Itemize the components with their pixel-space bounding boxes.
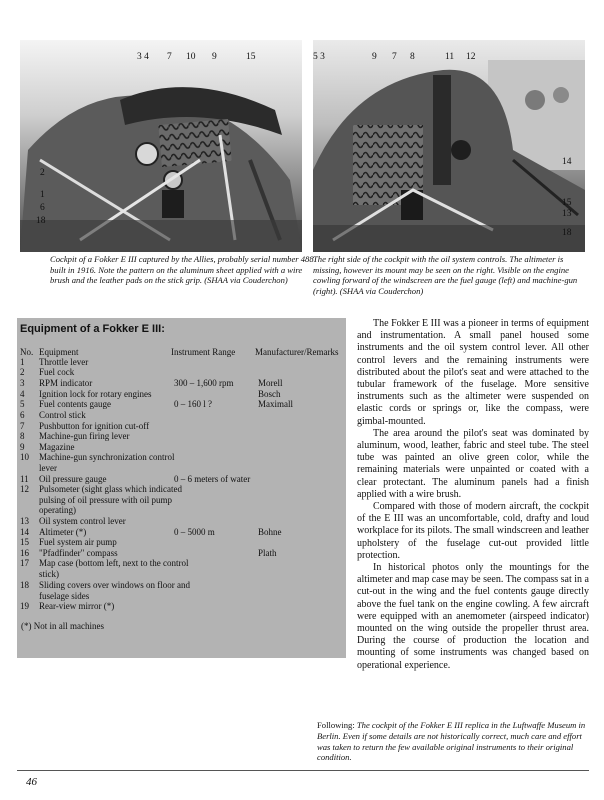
equipment-no: 1 bbox=[20, 357, 25, 367]
equipment-name: Oil system control lever bbox=[39, 516, 126, 526]
right-photo-label: 7 bbox=[392, 52, 397, 62]
equipment-range: 300 – 1,600 rpm bbox=[174, 378, 234, 388]
cockpit-photo-left-image bbox=[20, 40, 302, 252]
equipment-no: 18 bbox=[20, 580, 29, 590]
header-no: No. bbox=[20, 347, 34, 357]
equipment-manufacturer: Bosch bbox=[258, 389, 281, 399]
equipment-sidebar bbox=[17, 318, 346, 658]
equipment-no: 17 bbox=[20, 558, 29, 568]
equipment-name: Oil pressure gauge bbox=[39, 474, 107, 484]
cockpit-photo-right-image bbox=[313, 40, 585, 252]
equipment-no: 19 bbox=[20, 601, 29, 611]
right-photo-label: 8 bbox=[410, 52, 415, 62]
left-photo-label: 6 bbox=[40, 203, 45, 213]
equipment-range: 0 – 6 meters of water bbox=[174, 474, 251, 484]
equipment-name: Fuel system air pump bbox=[39, 537, 117, 547]
equipment-name: Fuel contents gauge bbox=[39, 399, 111, 409]
equipment-no: 13 bbox=[20, 516, 29, 526]
equipment-name: Rear-view mirror (*) bbox=[39, 601, 115, 611]
equipment-name: Pushbutton for ignition cut-off bbox=[39, 421, 150, 431]
body-paragraph: The Fokker E III was a pioneer in terms of equipment and instrumentation. A small panel housed some instruments and the oil system control lever. All other control levers and the remaining instruments were distributed about the pilot's seat and were attached to the tubular framework of the fuselage. More sensitive instruments such as the altimeter were suspended on elastic cords or springs or, like the compass, were gimbal-mounted. bbox=[357, 318, 589, 427]
equipment-no: 8 bbox=[20, 431, 25, 441]
following-caption bbox=[317, 720, 589, 763]
equipment-no: 7 bbox=[20, 421, 25, 431]
following-label: Following: bbox=[317, 720, 355, 730]
body-paragraph: In historical photos only the mountings for the altimeter and map case may be seen. The compass sat in a cut-out in the wing and the fuel contents gauge directly above the fuel tank on the engine cowling. A few aircraft were equipped with an anemometer (airspeed indicator) mounted on the wing outside the propeller thrust area. During the course of production the location and mounting of some instruments was changed based on operational experience. bbox=[357, 562, 589, 671]
body-paragraph: Compared with those of modern aircraft, the cockpit of the E III was an uncomfortable, cold, drafty and loud workplace for its pilots. The small windscreen and leather upholstery of the fuselage cut-out provided little protection. bbox=[357, 501, 589, 561]
equipment-no: 5 bbox=[20, 399, 25, 409]
left-photo-label: 2 bbox=[40, 168, 45, 178]
equipment-range: 0 – 160 l ? bbox=[174, 399, 212, 409]
left-photo-label: 3 4 bbox=[137, 52, 149, 62]
right-photo-label: 13 bbox=[562, 209, 572, 219]
equipment-name: Pulsometer (sight glass which indicated pulsing of oil pressure with oil pump operating) bbox=[39, 484, 182, 516]
right-photo-label: 14 bbox=[562, 157, 572, 167]
header-equipment: Equipment bbox=[39, 347, 79, 357]
equipment-manufacturer: Bohne bbox=[258, 527, 282, 537]
right-photo-label: 12 bbox=[466, 52, 476, 62]
equipment-name: Control stick bbox=[39, 410, 86, 420]
right-photo-label: 15 bbox=[562, 198, 572, 208]
equipment-no: 16 bbox=[20, 548, 29, 558]
equipment-name: Machine-gun firing lever bbox=[39, 431, 130, 441]
photo-caption-right: The right side of the cockpit with the oil system controls. The altimeter is missing, however its mount may be seen on the right. Visible on the engine cowling forward of the windscreen are the fuel gauge (left) and machine-gun (right). (SHAA via Couderchon) bbox=[313, 254, 578, 296]
equipment-manufacturer: Morell bbox=[258, 378, 283, 388]
equipment-no: 12 bbox=[20, 484, 29, 494]
right-photo-label: 9 bbox=[372, 52, 377, 62]
article-body bbox=[357, 318, 589, 672]
equipment-no: 2 bbox=[20, 367, 25, 377]
equipment-no: 9 bbox=[20, 442, 25, 452]
equipment-name: Magazine bbox=[39, 442, 75, 452]
equipment-manufacturer: Plath bbox=[258, 548, 277, 558]
equipment-no: 3 bbox=[20, 378, 25, 388]
equipment-name: Throttle lever bbox=[39, 357, 89, 367]
header-manufacturer: Manufacturer/Remarks bbox=[255, 347, 339, 357]
equipment-no: 10 bbox=[20, 452, 29, 462]
equipment-no: 4 bbox=[20, 389, 25, 399]
equipment-name: "Pfadfinder" compass bbox=[39, 548, 118, 558]
left-photo-label: 15 bbox=[246, 52, 256, 62]
page-number: 46 bbox=[26, 776, 37, 788]
left-photo-label: 1 bbox=[40, 190, 45, 200]
equipment-range: 0 – 5000 m bbox=[174, 527, 215, 537]
equipment-footnote: (*) Not in all machines bbox=[21, 621, 104, 631]
header-range: Instrument Range bbox=[171, 347, 236, 357]
equipment-name: RPM indicator bbox=[39, 378, 93, 388]
left-photo-label: 7 bbox=[167, 52, 172, 62]
cockpit-photo-right bbox=[313, 40, 585, 252]
footer-rule bbox=[17, 770, 589, 771]
equipment-no: 15 bbox=[20, 537, 29, 547]
equipment-name: Map case (bottom left, next to the control stick) bbox=[39, 558, 189, 579]
equipment-manufacturer: Maximall bbox=[258, 399, 293, 409]
equipment-no: 6 bbox=[20, 410, 25, 420]
photo-caption-left: Cockpit of a Fokker E III captured by the Allies, probably serial number 488 built in 1916. Note the pattern on the aluminum sheet applied with a wire brush and the leather pads on the stick grip. (SHAA via Couderchon) bbox=[50, 254, 314, 286]
equipment-name: Machine-gun synchronization control lever bbox=[39, 452, 175, 473]
equipment-title: Equipment of a Fokker E III: bbox=[20, 323, 165, 335]
equipment-name: Sliding covers over windows on floor and fuselage sides bbox=[39, 580, 190, 601]
right-photo-label: 11 bbox=[445, 52, 455, 62]
left-photo-label: 9 bbox=[212, 52, 217, 62]
cockpit-photo-left bbox=[20, 40, 302, 252]
left-photo-label: 10 bbox=[186, 52, 196, 62]
equipment-no: 11 bbox=[20, 474, 29, 484]
right-photo-label: 18 bbox=[562, 228, 572, 238]
right-photo-label: 5 3 bbox=[313, 52, 325, 62]
equipment-name: Altimeter (*) bbox=[39, 527, 87, 537]
equipment-no: 14 bbox=[20, 527, 29, 537]
left-photo-label: 18 bbox=[36, 216, 46, 226]
equipment-name: Ignition lock for rotary engines bbox=[39, 389, 152, 399]
equipment-name: Fuel cock bbox=[39, 367, 75, 377]
following-text: The cockpit of the Fokker E III replica in the Luftwaffe Museum in Berlin. Even if some details are not historically correct, much care and effort was taken to return the few available original instruments to their original condition. bbox=[317, 720, 586, 763]
body-paragraph: The area around the pilot's seat was dominated by aluminum, wood, leather, fabric and steel tube. The steel tube was painted an olive green color, while the remaining materials were unpainted or coated with a clear protectant. The aluminum panels had a finish applied with a wire brush. bbox=[357, 427, 589, 500]
